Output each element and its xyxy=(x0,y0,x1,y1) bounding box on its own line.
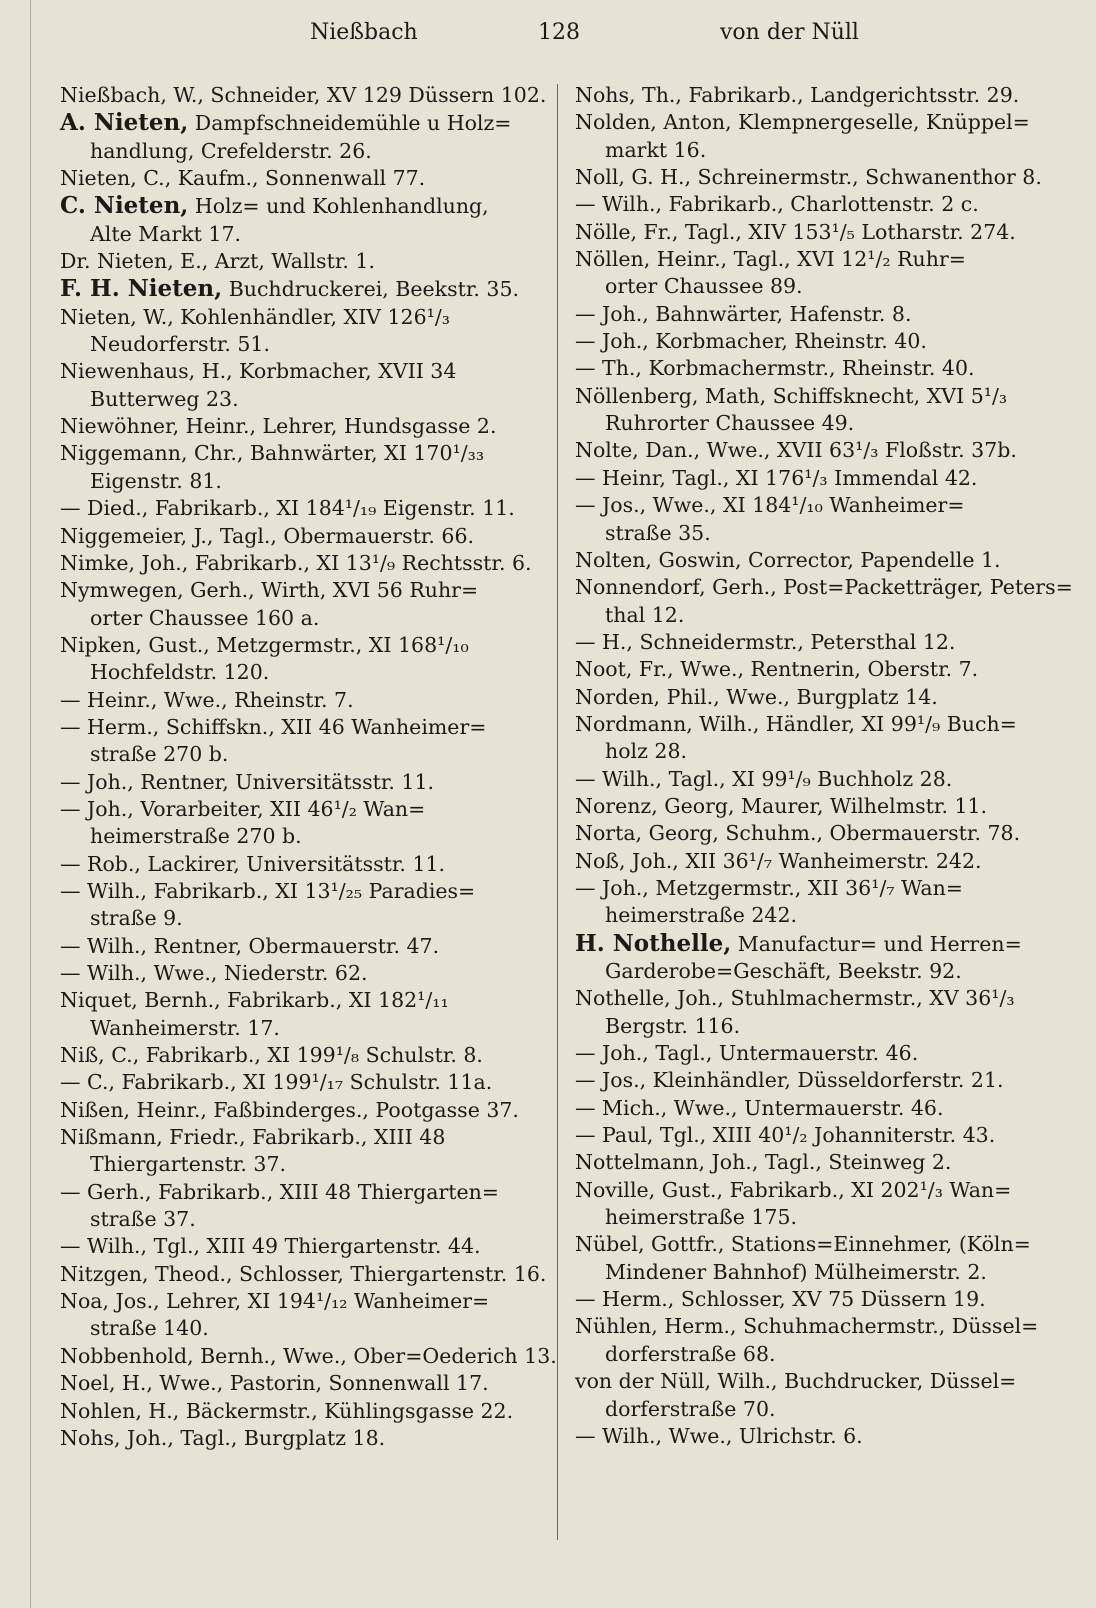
directory-entry xyxy=(60,109,540,165)
directory-entry xyxy=(575,191,1055,218)
directory-entry xyxy=(575,164,1055,191)
directory-entry xyxy=(575,1040,1055,1067)
entry-line xyxy=(60,1261,547,1288)
entry-text: — Joh., Metzgermstr., XII 36¹/₇ Wan= xyxy=(575,875,963,900)
entry-text: Nohs, Joh., Tagl., Burgplatz 18. xyxy=(60,1425,386,1450)
entry-line xyxy=(60,851,540,878)
directory-entry xyxy=(60,82,547,109)
entry-line xyxy=(60,1288,540,1315)
directory-entry xyxy=(60,550,540,577)
entry-text: Buchdruckerei, Beekstr. 35. xyxy=(222,277,520,302)
directory-entry xyxy=(60,413,540,440)
directory-entry xyxy=(575,793,1055,820)
directory-entry xyxy=(60,304,540,359)
directory-entry xyxy=(575,930,1055,986)
directory-entry xyxy=(575,656,1055,683)
entry-text: Neudorferstr. 51. xyxy=(90,332,270,357)
entry-text: thal 12. xyxy=(605,602,685,627)
entry-line xyxy=(575,793,1055,820)
entry-line xyxy=(60,1069,540,1096)
entry-firm-name: C. Nieten, xyxy=(60,192,189,220)
entry-line xyxy=(575,766,1055,793)
entry-line xyxy=(575,1286,1055,1313)
directory-entry xyxy=(60,933,540,960)
entry-text: Nießbach, W., Schneider, XV 129 Düssern 102. xyxy=(60,83,547,107)
entry-line xyxy=(575,820,1055,847)
entry-text: Ruhrorter Chaussee 49. xyxy=(605,411,855,436)
entry-text: — Joh., Vorarbeiter, XII 46¹/₂ Wan= xyxy=(60,796,426,821)
directory-entry xyxy=(60,769,540,796)
directory-entry xyxy=(60,440,540,495)
directory-entry xyxy=(60,495,540,522)
entry-text: — Joh., Rentner, Universitätsstr. 11. xyxy=(60,769,435,794)
entry-line xyxy=(60,1425,540,1452)
directory-entry xyxy=(575,1177,1055,1232)
entry-text: markt 16. xyxy=(605,137,707,162)
entry-text: straße 35. xyxy=(605,520,711,545)
entry-line xyxy=(60,687,540,714)
left-column xyxy=(60,82,557,1452)
directory-entry xyxy=(60,192,540,248)
entry-line xyxy=(60,495,540,522)
directory-entry xyxy=(60,1124,540,1179)
entry-line xyxy=(575,684,1055,711)
entry-text: Nißmann, Friedr., Fabrikarb., XIII 48 xyxy=(60,1125,446,1150)
entry-text: — Jos., Wwe., XI 184¹/₁₀ Wanheimer= xyxy=(575,493,965,518)
entry-firm-name: F. H. Nieten, xyxy=(60,275,223,303)
entry-continuation-line xyxy=(60,138,540,165)
entry-text: — Joh., Bahnwärter, Hafenstr. 8. xyxy=(575,301,912,326)
entry-line xyxy=(575,1423,1055,1450)
entry-text: Nobbenhold, Bernh., Wwe., Ober=Oederich 13. xyxy=(60,1343,557,1368)
entry-text: Norta, Georg, Schuhm., Obermauerstr. 78. xyxy=(575,821,1021,846)
entry-text: orter Chaussee 160 a. xyxy=(90,605,320,630)
entry-text: Nohs, Th., Fabrikarb., Landgerichtsstr. 29. xyxy=(575,83,1020,107)
entry-line xyxy=(575,875,1055,902)
entry-text: Garderobe=Geschäft, Beekstr. 92. xyxy=(605,959,962,983)
directory-entry xyxy=(60,1288,540,1343)
directory-entry xyxy=(575,574,1073,629)
entry-line xyxy=(60,1398,540,1425)
directory-entry xyxy=(60,1261,547,1288)
entry-line xyxy=(60,440,540,467)
entry-continuation-line xyxy=(575,1013,1055,1040)
entry-continuation-line xyxy=(60,659,540,686)
entry-line xyxy=(60,987,540,1014)
entry-line xyxy=(575,164,1055,191)
entry-text: Alte Markt 17. xyxy=(90,221,242,246)
directory-entry xyxy=(60,987,540,1042)
entry-line xyxy=(575,328,1055,355)
entry-text: Nißen, Heinr., Faßbinderges., Pootgasse 37. xyxy=(60,1097,519,1122)
entry-text: Nölle, Fr., Tagl., XIV 153¹/₅ Lotharstr. 274. xyxy=(575,219,1016,244)
page-header xyxy=(60,20,1050,60)
entry-text: Nübel, Gottfr., Stations=Einnehmer, (Köln= xyxy=(575,1232,1031,1257)
entry-continuation-line xyxy=(60,1151,540,1178)
directory-entry xyxy=(575,1286,1055,1313)
entry-text: Nimke, Joh., Fabrikarb., XI 13¹/₉ Rechtsstr. 6. xyxy=(60,550,532,575)
entry-text: straße 140. xyxy=(90,1316,209,1341)
directory-entry xyxy=(575,1067,1055,1094)
directory-entry xyxy=(60,1069,540,1096)
directory-entry xyxy=(575,1095,1055,1122)
entry-line xyxy=(60,358,540,385)
entry-line xyxy=(60,413,540,440)
entry-line xyxy=(60,1233,540,1260)
entry-text: Nöllenberg, Math, Schiffsknecht, XVI 5¹/₃ xyxy=(575,383,1008,408)
entry-text: Nottelmann, Joh., Tagl., Steinweg 2. xyxy=(575,1150,952,1175)
entry-line xyxy=(575,1149,1055,1176)
entry-continuation-line xyxy=(575,1204,1055,1231)
entry-continuation-line xyxy=(575,520,1055,547)
entry-text: Niggemeier, J., Tagl., Obermauerstr. 66. xyxy=(60,523,475,548)
entry-text: holz 28. xyxy=(605,739,688,764)
entry-text: — Heinr, Tagl., XI 176¹/₃ Immendal 42. xyxy=(575,465,978,490)
entry-text: — C., Fabrikarb., XI 199¹/₁₇ Schulstr. 11a. xyxy=(60,1070,493,1095)
directory-entry xyxy=(575,629,1055,656)
entry-text: — Gerh., Fabrikarb., XIII 48 Thiergarten= xyxy=(60,1179,499,1204)
entry-line xyxy=(575,1177,1055,1204)
directory-entry xyxy=(575,465,1055,492)
entry-line xyxy=(575,711,1055,738)
entry-line xyxy=(60,933,540,960)
directory-entry xyxy=(575,547,1055,574)
entry-text: — Wilh., Rentner, Obermauerstr. 47. xyxy=(60,933,440,958)
entry-text: Nühlen, Herm., Schuhmachermstr., Düssel= xyxy=(575,1314,1039,1339)
directory-entry xyxy=(60,796,540,851)
entry-continuation-line xyxy=(60,468,540,495)
entry-line xyxy=(60,275,540,303)
entry-line xyxy=(60,577,540,604)
entry-text: Norenz, Georg, Maurer, Wilhelmstr. 11. xyxy=(575,793,988,818)
entry-text: Noot, Fr., Wwe., Rentnerin, Oberstr. 7. xyxy=(575,657,979,682)
directory-entry xyxy=(60,1343,557,1370)
entry-text: Nöllen, Heinr., Tagl., XVI 12¹/₂ Ruhr= xyxy=(575,247,966,272)
entry-line xyxy=(575,574,1073,601)
entry-continuation-line xyxy=(60,741,540,768)
entry-text: Butterweg 23. xyxy=(90,386,239,411)
entry-continuation-line xyxy=(60,221,540,248)
entry-continuation-line xyxy=(575,738,1055,765)
directory-entry xyxy=(60,632,540,687)
directory-entry xyxy=(575,1231,1055,1286)
entry-line xyxy=(60,769,540,796)
entry-line xyxy=(60,796,540,823)
entry-continuation-line xyxy=(60,905,540,932)
entry-text: — Th., Korbmachermstr., Rheinstr. 40. xyxy=(575,356,975,381)
directory-entry xyxy=(575,328,1055,355)
entry-text: dorferstraße 68. xyxy=(605,1341,776,1366)
directory-entry xyxy=(575,109,1055,164)
entry-line xyxy=(575,437,1055,464)
entry-text: — Rob., Lackirer, Universitätsstr. 11. xyxy=(60,851,446,876)
entry-text: Dr. Nieten, E., Arzt, Wallstr. 1. xyxy=(60,249,375,274)
directory-entry xyxy=(575,301,1055,328)
header-first-entry: Nießbach xyxy=(310,20,418,45)
entry-text: straße 270 b. xyxy=(90,742,229,767)
directory-entry xyxy=(575,1122,1055,1149)
entry-continuation-line xyxy=(60,1206,540,1233)
entry-line xyxy=(575,82,1055,109)
entry-text: Niquet, Bernh., Fabrikarb., XI 182¹/₁₁ xyxy=(60,988,449,1013)
directory-entry xyxy=(60,878,540,933)
entry-text: Nothelle, Joh., Stuhlmachermstr., XV 36¹/₃ xyxy=(575,986,1015,1011)
entry-text: — Wilh., Fabrikarb., Charlottenstr. 2 c. xyxy=(575,192,979,217)
entry-line xyxy=(60,523,540,550)
entry-line xyxy=(60,248,540,275)
entry-text: Nonnendorf, Gerh., Post=Packetträger, Peters= xyxy=(575,575,1073,600)
entry-line xyxy=(575,985,1055,1012)
entry-text: Niewöhner, Heinr., Lehrer, Hundsgasse 2. xyxy=(60,414,497,439)
entry-line xyxy=(575,219,1055,246)
entry-continuation-line xyxy=(575,958,1055,985)
directory-entry xyxy=(60,1097,540,1124)
entry-text: — Wilh., Wwe., Ulrichstr. 6. xyxy=(575,1423,863,1448)
entry-line xyxy=(60,1042,540,1069)
directory-entry xyxy=(60,1233,540,1260)
entry-text: Nitzgen, Theod., Schlosser, Thiergartenstr. 16. xyxy=(60,1261,547,1286)
entry-text: straße 9. xyxy=(90,906,183,931)
entry-text: — Jos., Kleinhändler, Düsseldorferstr. 21. xyxy=(575,1068,1004,1093)
entry-continuation-line xyxy=(60,386,540,413)
entry-line xyxy=(575,1095,1055,1122)
entry-line xyxy=(60,714,540,741)
entry-line xyxy=(575,301,1055,328)
entry-line xyxy=(575,383,1055,410)
directory-entry xyxy=(60,851,540,878)
entry-line xyxy=(575,1368,1055,1395)
entry-text: Nolte, Dan., Wwe., XVII 63¹/₃ Floßstr. 37b. xyxy=(575,438,1017,463)
column-divider xyxy=(557,84,558,1540)
entry-line xyxy=(575,109,1055,136)
entry-text: — Herm., Schlosser, XV 75 Düssern 19. xyxy=(575,1287,986,1312)
entry-line xyxy=(575,465,1055,492)
entry-text: Norden, Phil., Wwe., Burgplatz 14. xyxy=(575,684,938,709)
entry-text: Bergstr. 116. xyxy=(605,1013,741,1038)
entry-continuation-line xyxy=(60,1015,540,1042)
entry-line xyxy=(575,1067,1055,1094)
entry-continuation-line xyxy=(575,1259,1055,1286)
entry-text: Thiergartenstr. 37. xyxy=(90,1152,287,1177)
entry-text: Nohlen, H., Bäckermstr., Kühlingsgasse 22. xyxy=(60,1398,514,1423)
entry-text: Nipken, Gust., Metzgermstr., XI 168¹/₁₀ xyxy=(60,632,469,657)
directory-entry xyxy=(575,684,1055,711)
entry-text: Nymwegen, Gerh., Wirth, XVI 56 Ruhr= xyxy=(60,578,479,603)
entry-text: heimerstraße 242. xyxy=(605,903,798,928)
directory-entry xyxy=(575,820,1055,847)
entry-line xyxy=(575,191,1055,218)
entry-text: — Joh., Korbmacher, Rheinstr. 40. xyxy=(575,329,927,354)
directory-entry xyxy=(575,1423,1055,1450)
entry-line xyxy=(60,192,540,220)
entry-text: — Herm., Schiffskn., XII 46 Wanheimer= xyxy=(60,714,487,739)
entry-text: Noß, Joh., XII 36¹/₇ Wanheimerstr. 242. xyxy=(575,848,982,873)
entry-firm-name: A. Nieten, xyxy=(60,109,189,137)
entry-text: — Joh., Tagl., Untermauerstr. 46. xyxy=(575,1041,919,1066)
entry-text: Niewenhaus, H., Korbmacher, XVII 34 xyxy=(60,359,457,384)
entry-line xyxy=(575,1313,1055,1340)
entry-line xyxy=(575,355,1055,382)
directory-entry xyxy=(575,1313,1055,1368)
entry-text: heimerstraße 270 b. xyxy=(90,824,302,849)
directory-entry xyxy=(60,275,540,303)
directory-entry xyxy=(60,1425,540,1452)
entry-text: Manufactur= und Herren= xyxy=(731,931,1022,956)
entry-continuation-line xyxy=(575,137,1055,164)
directory-entry xyxy=(575,383,1055,438)
directory-entry xyxy=(60,1370,540,1397)
entry-continuation-line xyxy=(575,1341,1055,1368)
entry-text: — H., Schneidermstr., Petersthal 12. xyxy=(575,629,956,654)
entry-line xyxy=(575,930,1055,958)
entry-continuation-line xyxy=(575,410,1055,437)
entry-text: — Wilh., Tgl., XIII 49 Thiergartenstr. 44. xyxy=(60,1234,481,1259)
entry-text: Nordmann, Wilh., Händler, XI 99¹/₉ Buch= xyxy=(575,711,1017,736)
entry-continuation-line xyxy=(575,1396,1055,1423)
entry-continuation-line xyxy=(575,602,1055,629)
directory-entry xyxy=(575,82,1055,109)
entry-text: Nieten, C., Kaufm., Sonnenwall 77. xyxy=(60,166,426,191)
directory-entry xyxy=(575,437,1055,464)
directory-entry xyxy=(575,848,1055,875)
entry-text: orter Chaussee 89. xyxy=(605,274,803,299)
directory-entry xyxy=(575,1149,1055,1176)
entry-text: Holz= und Kohlenhandlung, xyxy=(188,194,489,219)
entry-text: Hochfeldstr. 120. xyxy=(90,660,270,685)
entry-text: Eigenstr. 81. xyxy=(90,468,222,493)
directory-entry xyxy=(60,714,540,769)
directory-entry xyxy=(60,1042,540,1069)
directory-entry xyxy=(575,246,1055,301)
entry-continuation-line xyxy=(575,902,1055,929)
entry-line xyxy=(575,656,1055,683)
directory-entry xyxy=(60,577,540,632)
directory-entry xyxy=(60,248,540,275)
entry-line xyxy=(575,1122,1055,1149)
entry-text: Noville, Gust., Fabrikarb., XI 202¹/₃ Wan= xyxy=(575,1177,1012,1202)
entry-text: — Wilh., Tagl., XI 99¹/₉ Buchholz 28. xyxy=(575,766,953,791)
entry-line xyxy=(60,1179,540,1206)
entry-text: — Wilh., Wwe., Niederstr. 62. xyxy=(60,961,368,985)
directory-entry xyxy=(575,219,1055,246)
page-edge-shadow xyxy=(30,0,31,1608)
entry-line xyxy=(60,1097,540,1124)
entry-text: — Died., Fabrikarb., XI 184¹/₁₉ Eigenstr. 11. xyxy=(60,496,515,521)
entry-text: — Paul, Tgl., XIII 40¹/₂ Johanniterstr. 43. xyxy=(575,1123,996,1148)
directory-entry xyxy=(60,1179,540,1234)
directory-entry xyxy=(60,165,540,192)
entry-line xyxy=(60,550,540,577)
directory-entry xyxy=(575,875,1055,930)
entry-text: heimerstraße 175. xyxy=(605,1205,798,1230)
entry-line xyxy=(575,1040,1055,1067)
directory-entry xyxy=(575,985,1055,1040)
directory-entry xyxy=(575,1368,1055,1423)
entry-text: Noll, G. H., Schreinermstr., Schwanenthor 8. xyxy=(575,165,1042,190)
right-column xyxy=(575,82,1073,1450)
entry-line xyxy=(575,629,1055,656)
page-number: 128 xyxy=(538,20,580,45)
entry-text: — Mich., Wwe., Untermauerstr. 46. xyxy=(575,1095,944,1120)
directory-entry xyxy=(60,523,540,550)
entry-continuation-line xyxy=(575,273,1055,300)
entry-text: Niß, C., Fabrikarb., XI 199¹/₈ Schulstr. 8. xyxy=(60,1043,483,1068)
directory-entry xyxy=(60,687,540,714)
entry-text: handlung, Crefelderstr. 26. xyxy=(90,138,372,163)
entry-continuation-line xyxy=(60,1315,540,1342)
entry-line xyxy=(575,848,1055,875)
entry-text: straße 37. xyxy=(90,1207,196,1232)
directory-entry xyxy=(575,355,1055,382)
entry-line xyxy=(60,1343,557,1370)
directory-entry xyxy=(60,358,540,413)
entry-text: Nieten, W., Kohlenhändler, XIV 126¹/₃ xyxy=(60,304,450,329)
entry-line xyxy=(60,960,540,987)
header-last-entry: von der Nüll xyxy=(720,20,859,45)
directory-entry xyxy=(575,766,1055,793)
entry-continuation-line xyxy=(60,823,540,850)
directory-entry xyxy=(575,492,1055,547)
entry-continuation-line xyxy=(60,605,540,632)
entry-text: Wanheimerstr. 17. xyxy=(90,1015,280,1040)
entry-line xyxy=(60,1370,540,1397)
entry-text: — Wilh., Fabrikarb., XI 13¹/₂₅ Paradies= xyxy=(60,878,476,903)
entry-text: Noa, Jos., Lehrer, XI 194¹/₁₂ Wanheimer= xyxy=(60,1289,490,1314)
entry-text: Dampfschneidemühle u Holz= xyxy=(188,111,512,136)
entry-line xyxy=(60,165,540,192)
entry-line xyxy=(575,246,1055,273)
directory-entry xyxy=(60,1398,540,1425)
entry-line xyxy=(60,304,540,331)
entry-line xyxy=(575,547,1055,574)
entry-text: Nolden, Anton, Klempnergeselle, Knüppel= xyxy=(575,110,1030,135)
entry-text: Mindener Bahnhof) Mülheimerstr. 2. xyxy=(605,1259,987,1284)
entry-text: dorferstraße 70. xyxy=(605,1396,776,1421)
entry-text: Niggemann, Chr., Bahnwärter, XI 170¹/₃₃ xyxy=(60,441,485,466)
directory-entry xyxy=(575,711,1055,766)
directory-entry xyxy=(60,960,540,987)
entry-text: Noel, H., Wwe., Pastorin, Sonnenwall 17. xyxy=(60,1371,489,1396)
entry-line xyxy=(60,1124,540,1151)
entry-line xyxy=(60,109,540,137)
entry-text: Nolten, Goswin, Corrector, Papendelle 1. xyxy=(575,547,1001,572)
entry-line xyxy=(60,632,540,659)
entry-line xyxy=(575,492,1055,519)
entry-firm-name: H. Nothelle, xyxy=(575,929,732,957)
entry-line xyxy=(60,878,540,905)
entry-line xyxy=(575,1231,1055,1258)
entry-text: — Heinr., Wwe., Rheinstr. 7. xyxy=(60,687,354,712)
entry-continuation-line xyxy=(60,331,540,358)
entry-line xyxy=(60,82,547,109)
entry-text: von der Nüll, Wilh., Buchdrucker, Düssel= xyxy=(575,1369,1017,1394)
